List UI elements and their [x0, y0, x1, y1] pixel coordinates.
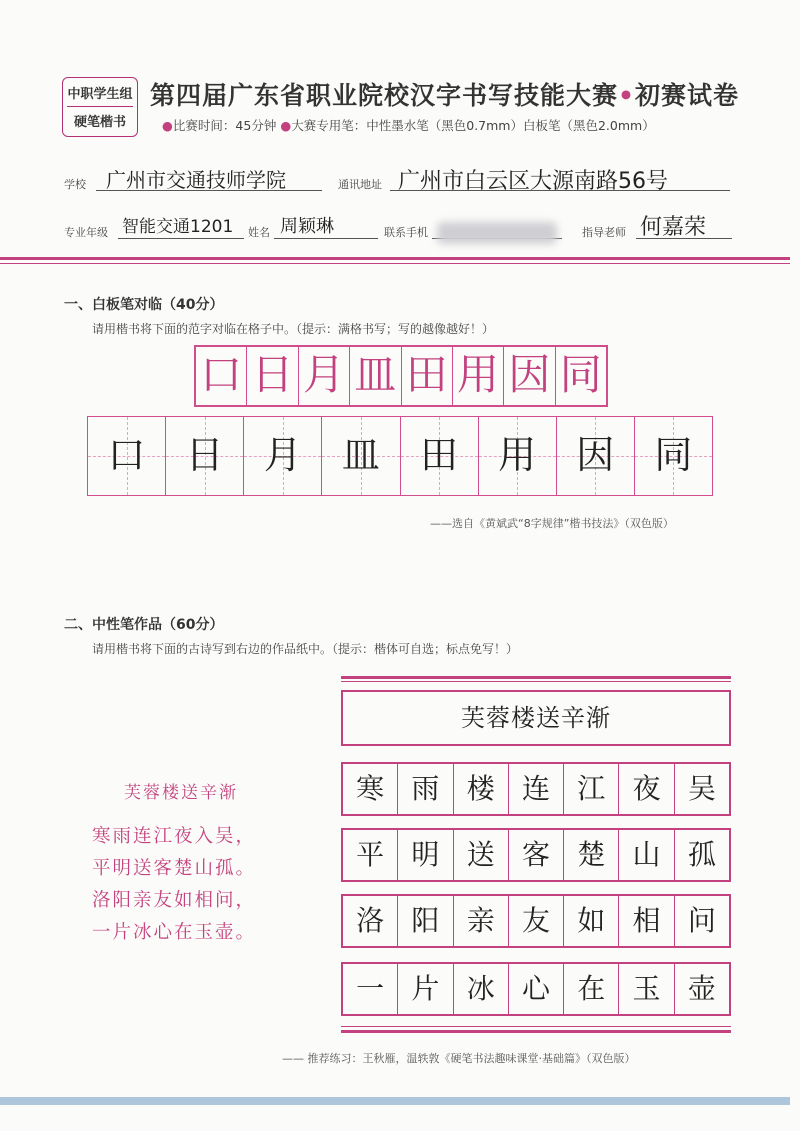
model-char: 皿: [350, 347, 401, 405]
section2-instruction: 请用楷书将下面的古诗写到右边的作品纸中。（提示：楷体可自选；标点免写！）: [92, 642, 519, 656]
worksheet-cell[interactable]: 壶: [687, 972, 716, 1005]
practice-cell[interactable]: [88, 417, 166, 495]
section2-title: 二、中性笔作品（60分）: [64, 617, 224, 633]
worksheet-cell[interactable]: 送: [454, 830, 509, 880]
worksheet-row: [341, 962, 731, 1016]
practice-grid: [87, 416, 713, 496]
section1-credit: ——选自《黄斌武“8字规律”楷书技法》（双色版）: [430, 517, 674, 530]
model-char: 田: [402, 347, 453, 405]
title-suffix: 初赛试卷: [635, 81, 740, 110]
practice-cell[interactable]: [401, 417, 479, 495]
worksheet-cell[interactable]: 连: [509, 764, 564, 814]
model-char: 用: [453, 347, 504, 405]
worksheet-cell[interactable]: 阳: [398, 896, 453, 946]
subtitle-pens: 大赛专用笔：中性墨水笔（黑色0.7mm）白板笔（黑色2.0mm）: [291, 118, 655, 133]
category-badge: [62, 77, 138, 137]
page-subtitle: ●比赛时间：45分钟 ●大赛专用笔：中性墨水笔（黑色0.7mm）白板笔（黑色2.0mm）: [162, 118, 655, 133]
practice-cell[interactable]: [557, 417, 635, 495]
worksheet-row: [341, 894, 731, 948]
phone-label: 联系手机: [384, 226, 428, 239]
worksheet-cell[interactable]: 山: [619, 830, 674, 880]
practice-cell[interactable]: [635, 417, 712, 495]
worksheet-cell[interactable]: 玉: [619, 964, 674, 1014]
teacher-label: 指导老师: [582, 226, 626, 239]
copied-char: 日: [185, 433, 224, 477]
model-char: 月: [299, 347, 350, 405]
section1-title: 一、白板笔对临（40分）: [64, 297, 224, 313]
poem-line: 寒雨连江夜入吴，: [92, 826, 257, 847]
poem-line: 洛阳亲友如相问，: [92, 890, 257, 911]
worksheet-cell[interactable]: 江: [564, 764, 619, 814]
practice-cell[interactable]: [166, 417, 244, 495]
worksheet-row: [341, 828, 731, 882]
address-field[interactable]: 广州市白云区大源南路56号: [398, 169, 668, 194]
worksheet-cell[interactable]: 一: [343, 964, 398, 1014]
practice-cell[interactable]: [244, 417, 322, 495]
copied-char: 口: [107, 433, 146, 477]
footer-band: [0, 1097, 790, 1105]
worksheet-cell[interactable]: 在: [564, 964, 619, 1014]
worksheet-cell[interactable]: 亲: [454, 896, 509, 946]
worksheet-title-box[interactable]: [341, 690, 731, 746]
name-field[interactable]: 周颖琳: [280, 216, 334, 237]
name-label: 姓名: [248, 226, 270, 239]
address-label: 通讯地址: [338, 178, 382, 191]
worksheet-cell[interactable]: 心: [509, 964, 564, 1014]
major-label: 专业年级: [64, 226, 108, 239]
poem-line: 一片冰心在玉壶。: [92, 922, 257, 943]
copied-char: 同: [654, 433, 693, 477]
badge-style-label: 硬笔楷书: [73, 115, 126, 130]
worksheet-cell[interactable]: 明: [398, 830, 453, 880]
worksheet-cell[interactable]: 吴: [687, 772, 716, 805]
worksheet-cell[interactable]: 冰: [454, 964, 509, 1014]
worksheet-cell[interactable]: 如: [564, 896, 619, 946]
phone-field-redacted[interactable]: [437, 222, 557, 244]
section1-instruction: 请用楷书将下面的范字对临在格子中。（提示：满格书写；写的越像越好！）: [92, 322, 495, 336]
worksheet-cell[interactable]: 客: [509, 830, 564, 880]
practice-cell[interactable]: [479, 417, 557, 495]
page-title: 第四届广东省职业院校汉字书写技能大赛•初赛试卷: [150, 81, 740, 110]
copied-char: 月: [263, 433, 302, 477]
worksheet-cell[interactable]: 友: [509, 896, 564, 946]
worksheet-cell[interactable]: 平: [343, 830, 398, 880]
school-field[interactable]: 广州市交通技师学院: [106, 168, 286, 192]
copied-char: 田: [420, 433, 459, 477]
teacher-field[interactable]: 何嘉荣: [640, 215, 707, 240]
copied-char: 用: [498, 433, 537, 477]
copied-char: 皿: [341, 433, 380, 477]
worksheet-cell[interactable]: 夜: [619, 764, 674, 814]
poem-line: 平明送客楚山孤。: [92, 858, 257, 879]
worksheet-cell[interactable]: 孤: [687, 838, 716, 871]
worksheet-title: 芙蓉楼送辛渐: [461, 704, 611, 732]
worksheet-cell[interactable]: 相: [619, 896, 674, 946]
title-main: 第四届广东省职业院校汉字书写技能大赛: [150, 81, 619, 110]
worksheet-cell[interactable]: 片: [398, 964, 453, 1014]
subtitle-time: 比赛时间：45分钟: [172, 118, 277, 133]
worksheet-cell[interactable]: 洛: [343, 896, 398, 946]
header-rule: [0, 257, 790, 260]
practice-cell[interactable]: [322, 417, 400, 495]
school-label: 学校: [64, 178, 86, 191]
model-char: 日: [247, 347, 298, 405]
worksheet-cell[interactable]: 雨: [398, 764, 453, 814]
worksheet-cell[interactable]: 楚: [564, 830, 619, 880]
worksheet-top-band: [341, 676, 731, 679]
worksheet-cell[interactable]: 寒: [343, 764, 398, 814]
model-char: 同: [559, 350, 602, 399]
model-character-row: [194, 345, 608, 407]
worksheet-bottom-band: [341, 1030, 731, 1033]
worksheet-cell[interactable]: 问: [687, 904, 716, 937]
copied-char: 因: [576, 433, 615, 477]
worksheet-row: [341, 762, 731, 816]
poem-title: 芙蓉楼送辛渐: [124, 783, 238, 803]
model-char: 口: [196, 347, 247, 405]
worksheet-cell[interactable]: 楼: [454, 764, 509, 814]
badge-group-label: 中职学生组: [67, 87, 133, 102]
model-char: 因: [504, 347, 555, 405]
major-field[interactable]: 智能交通1201: [122, 217, 234, 237]
section2-credit: —— 推荐练习：王秋雁，温轶敦《硬笔书法趣味课堂·基础篇》（双色版）: [282, 1052, 636, 1065]
